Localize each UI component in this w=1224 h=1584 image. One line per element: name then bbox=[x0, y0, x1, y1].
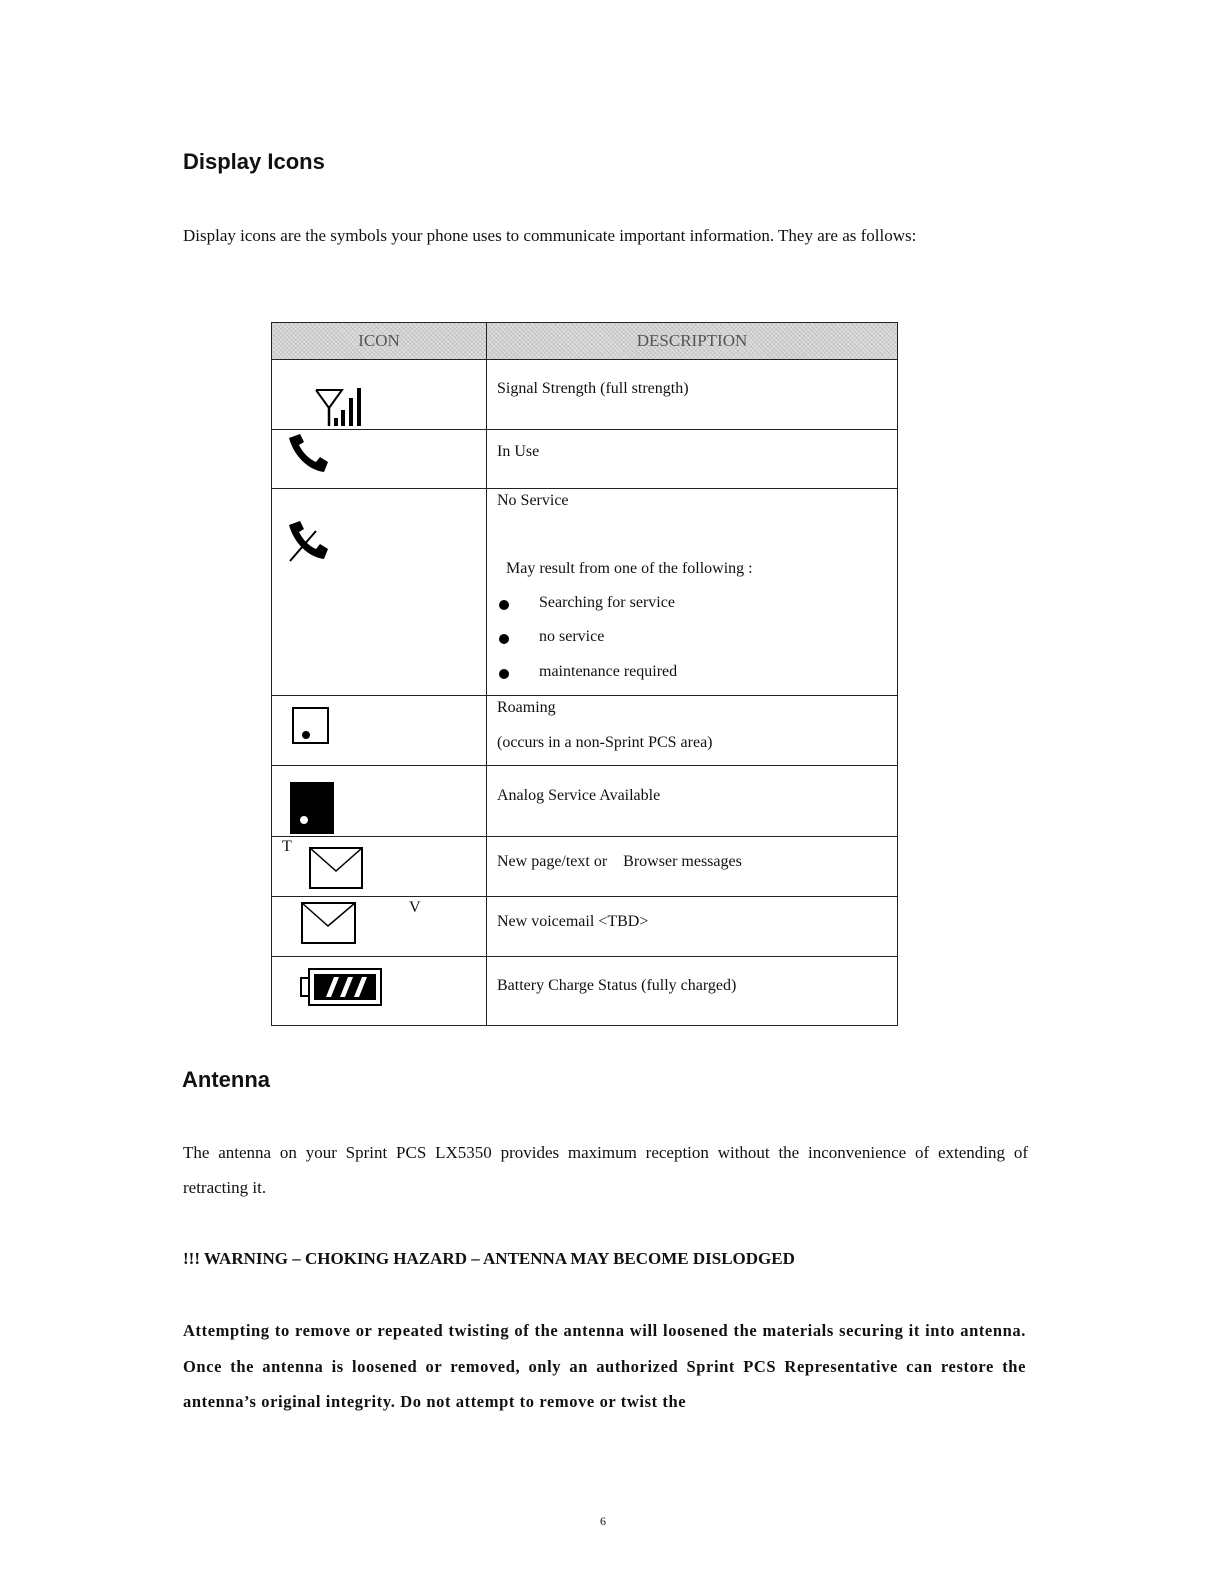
description-cell bbox=[487, 897, 898, 957]
description-cell bbox=[487, 957, 898, 1026]
roaming-icon bbox=[291, 706, 331, 746]
icon-cell bbox=[272, 957, 487, 1026]
icon-cell bbox=[272, 430, 487, 489]
description-cell bbox=[487, 360, 898, 430]
table-row bbox=[272, 489, 898, 696]
table-row bbox=[272, 957, 898, 1026]
list-item: no service bbox=[539, 628, 605, 645]
description-cell bbox=[487, 430, 898, 489]
analog-service-icon bbox=[290, 782, 336, 834]
no-service-icon bbox=[286, 519, 332, 565]
display-icons-table bbox=[271, 322, 898, 1026]
icon-cell bbox=[272, 897, 487, 957]
description-cell bbox=[487, 766, 898, 837]
no-service-note: May result from one of the following : bbox=[506, 560, 753, 577]
table-row bbox=[272, 430, 898, 489]
roaming-detail: (occurs in a non-Sprint PCS area) bbox=[497, 734, 713, 751]
display-icons-heading: Display Icons bbox=[183, 149, 325, 174]
description-cell bbox=[487, 489, 898, 696]
antenna-heading: Antenna bbox=[182, 1067, 270, 1092]
voicemail-letter: V bbox=[409, 899, 421, 916]
new-page-text-description: New page/text or Browser messages bbox=[497, 853, 742, 870]
page-number: 6 bbox=[600, 1514, 606, 1528]
warning-body: Attempting to remove or repeated twisting of the antenna will loosened the materials securing it into antenna. Once the antenna is loosened or removed, only an authorized Sprint PCS Representative can restore the antenna’s original integrity. Do not attempt to remove or twist the bbox=[183, 1321, 1026, 1411]
table-row bbox=[272, 696, 898, 766]
text-message-letter: T bbox=[282, 838, 292, 855]
table-row bbox=[272, 360, 898, 430]
roaming-description: Roaming bbox=[497, 699, 556, 716]
battery-description: Battery Charge Status (fully charged) bbox=[497, 977, 737, 994]
description-column-header: DESCRIPTION bbox=[487, 323, 898, 360]
no-service-description: No Service bbox=[497, 492, 569, 509]
antenna-body: The antenna on your Sprint PCS LX5350 provides maximum reception without the inconvenience of extending of retracting it. bbox=[183, 1143, 1028, 1197]
bullet-icon bbox=[499, 634, 509, 644]
icon-column-header: ICON bbox=[272, 323, 487, 360]
bullet-icon bbox=[499, 669, 509, 679]
table-row bbox=[272, 837, 898, 897]
signal-strength-description: Signal Strength (full strength) bbox=[497, 380, 689, 397]
battery-icon bbox=[300, 967, 384, 1009]
description-cell bbox=[487, 696, 898, 766]
bullet-icon bbox=[499, 600, 509, 610]
list-item: Searching for service bbox=[539, 594, 675, 611]
signal-strength-icon bbox=[312, 386, 372, 428]
icon-cell bbox=[272, 837, 487, 897]
display-icons-intro: Display icons are the symbols your phone uses to communicate important information. They are as follows: bbox=[183, 226, 917, 245]
voicemail-icon bbox=[301, 902, 357, 946]
icon-cell bbox=[272, 696, 487, 766]
list-item: maintenance required bbox=[539, 663, 678, 680]
analog-service-description: Analog Service Available bbox=[497, 787, 661, 804]
voicemail-description: New voicemail <TBD> bbox=[497, 913, 649, 930]
icon-cell bbox=[272, 766, 487, 837]
description-cell bbox=[487, 837, 898, 897]
in-use-description: In Use bbox=[497, 443, 540, 460]
in-use-icon bbox=[286, 432, 332, 474]
text-message-icon bbox=[309, 847, 365, 891]
table-header-row bbox=[272, 323, 898, 360]
table-row bbox=[272, 897, 898, 957]
table-row bbox=[272, 766, 898, 837]
warning-title: !!! WARNING – CHOKING HAZARD – ANTENNA MAY BECOME DISLODGED bbox=[183, 1249, 795, 1268]
icon-cell bbox=[272, 489, 487, 696]
icon-cell bbox=[272, 360, 487, 430]
